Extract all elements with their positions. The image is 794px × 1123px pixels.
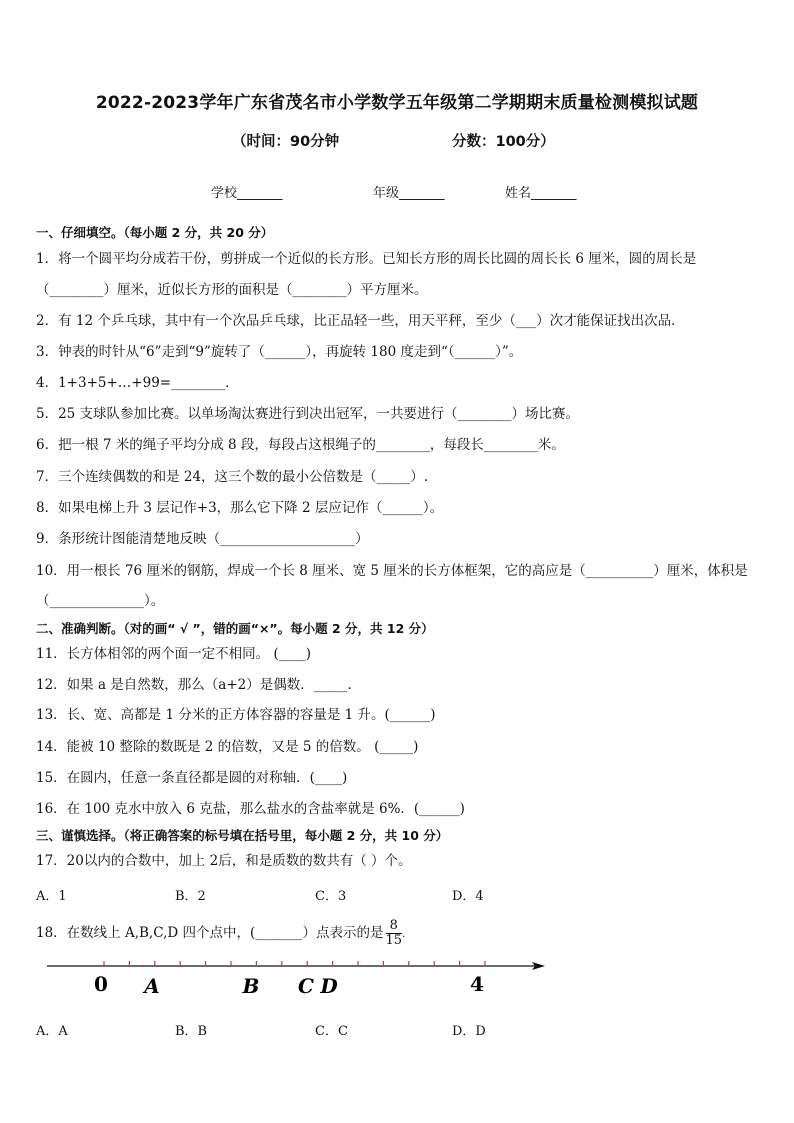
q17-option-c: C．3 (315, 889, 347, 904)
section-2-heading: 二、准确判断。（对的画“ √ ”，错的画“×”。每小题 2 分，共 12 分） (36, 621, 434, 636)
question-10-line-1: 10．用一根长 76 厘米的钢筋，焊成一个长 8 厘米、宽 5 厘米的长方体框架，它的高应是（__________）厘米，体积是 (36, 563, 748, 579)
question-10-line-2: （______________）。 (36, 593, 165, 609)
question-3: 3．钟表的时针从“6”走到“9”旋转了（______），再旋转 180 度走到“（______）”。 (36, 344, 523, 360)
question-12: 12．如果 a 是自然数，那么（a+2）是偶数．_____． (36, 677, 362, 693)
question-18-tail: . (402, 929, 406, 940)
section-3-heading: 三、谨慎选择。（将正确答案的标号填在括号里，每小题 2 分，共 10 分） (36, 828, 449, 843)
question-14: 14．能被 10 整除的数既是 2 的倍数，又是 5 的倍数。 (_____) (36, 739, 419, 755)
q17-option-b: B．2 (175, 889, 206, 904)
question-16: 16．在 100 克水中放入 6 克盐，那么盐水的含盐率就是 6%．(______) (36, 801, 465, 817)
question-1-line-1: 1．将一个圆平均分成若干份，剪拼成一个近似的长方形。已知长方形的周长比圆的周长长 6 厘米，圆的周长是 (36, 251, 697, 267)
q18-option-d: D．D (452, 1024, 486, 1039)
label-4: 4 (470, 972, 484, 996)
question-13: 13．长、宽、高都是 1 分米的正方体容器的容量是 1 升。(______) (36, 707, 436, 723)
q18-option-c: C．C (315, 1024, 348, 1039)
label-c: C (298, 974, 314, 998)
q18-option-b: B．B (175, 1024, 208, 1039)
q17-option-d: D．4 (452, 889, 484, 904)
question-18 (36, 914, 405, 954)
page-title: 2022-2023学年广东省茂名市小学数学五年级第二学期期末质量检测模拟试题 (95, 93, 699, 113)
question-4: 4．1+3+5+…+99=________． (36, 375, 239, 391)
score-label: 分数：100分） (452, 134, 555, 150)
question-11: 11．长方体相邻的两个面一定不相同。 (____) (36, 646, 312, 662)
label-0: 0 (94, 972, 108, 996)
label-b: B (242, 974, 260, 998)
fraction-denominator: 15 (385, 933, 403, 948)
question-6: 6．把一根 7 米的绳子平均分成 8 段，每段占这根绳子的________，每段长________米。 (36, 437, 565, 453)
name-field: 姓名_______ (505, 186, 577, 201)
question-18-text: 18．在数线上 A,B,C,D 四个点中，(_______）点表示的是 (36, 925, 384, 941)
question-9: 9．条形统计图能清楚地反映（____________________） (36, 531, 369, 547)
question-5: 5．25 支球队参加比赛。以单场淘汰赛进行到决出冠军，一共要进行（________）场比赛。 (36, 406, 580, 422)
grade-field: 年级_______ (373, 186, 445, 201)
time-label: （时间：90分钟 (232, 134, 340, 150)
section-1-heading: 一、仔细填空。（每小题 2 分，共 20 分） (36, 225, 274, 240)
q17-option-a: A．1 (36, 889, 67, 904)
question-7: 7．三个连续偶数的和是 24，这三个数的最小公倍数是（_____）. (36, 469, 429, 485)
label-a: A (144, 974, 160, 998)
number-line-ticks (104, 961, 485, 966)
number-line (0, 950, 794, 1010)
label-d: D (320, 974, 338, 998)
fraction-8-15 (385, 918, 406, 948)
question-15: 15．在圆内，任意一条直径都是圆的对称轴．(____) (36, 770, 348, 786)
question-1-line-2: （________）厘米，近似长方形的面积是（________）平方厘米。 (36, 282, 428, 298)
school-field: 学校_______ (211, 186, 283, 201)
question-17: 17．20以内的合数中，加上 2后，和是质数的数共有（ ）个。 (36, 853, 412, 869)
fraction-numerator: 8 (386, 919, 403, 934)
question-8: 8．如果电梯上升 3 层记作+3，那么它下降 2 层应记作（______）。 (36, 500, 444, 516)
question-2: 2．有 12 个乒乓球，其中有一个次品乒乓球，比正品轻一些，用天平秤，至少（___）次才能保证找出次品． (36, 313, 685, 329)
q18-option-a: A．A (36, 1024, 68, 1039)
